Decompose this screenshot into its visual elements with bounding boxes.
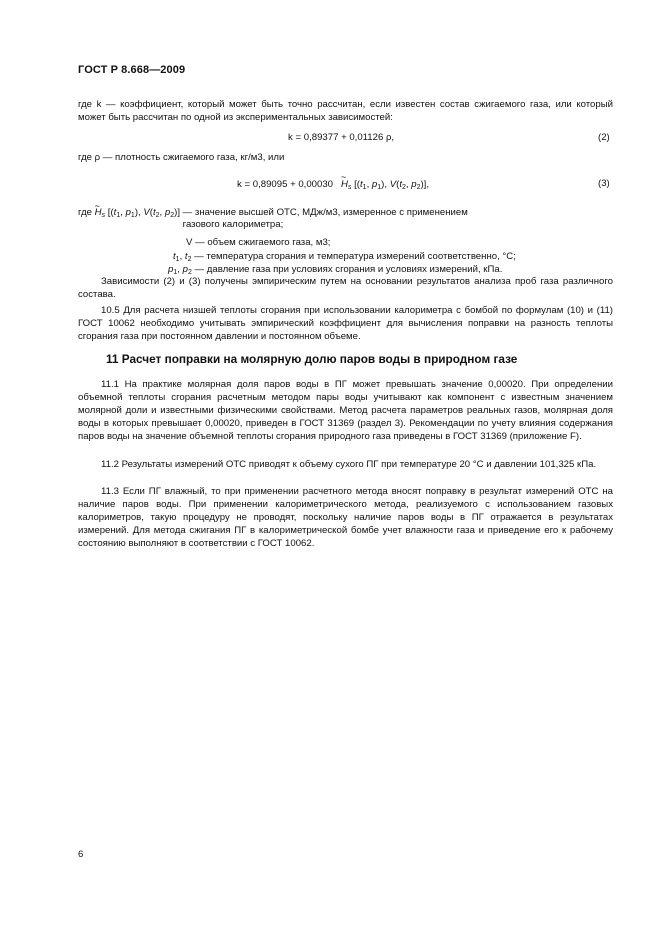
equation-2-number: (2) — [598, 132, 610, 143]
equation-2: k = 0,89377 + 0,01126 ρ, — [288, 132, 395, 143]
v-definition: V — объем сжигаемого газа, м3; — [186, 237, 331, 248]
paragraph-11-2: 11.2 Результаты измерений ОТС приводят к объему сухого ПГ при температуре 20 °С и давлении 101,325 кПа. — [101, 459, 597, 470]
equation-3: k = 0,89095 + 0,00030 ~ $H_s$ [($t_1$, $p_1$), $V(t_2$, $p_2$)], — [237, 179, 429, 190]
p-definition-text: — давление газа при условиях сгорания и условиях измерений, кПа. — [194, 264, 503, 275]
paragraph-11-1: 11.1 На практике молярная доля паров воды в ПГ может превышать значение 0,00020. При определении объемной теплоты сгорания расчетным методом пары воды учитывают как компонент с известным значением молярной доли и известными физическими свойствами. Метод расчета параметров реальных газов, молярная доля воды в которых превышает 0,00020, приведен в ГОСТ 31369 (раздел 3). Рекомендации по учету влияния содержания паров воды на значение объемной теплоты сгорания природного газа приведены в ГОСТ 31369 (приложение F). — [78, 379, 613, 442]
hs-definition-text: — значение высшей ОТС, МДж/м3, измеренное с применением газового калориметра; — [182, 207, 468, 230]
p-definition: $p_1$, $p_2$ — давление газа при условиях сгорания и условиях измерений, кПа. — [168, 264, 503, 276]
page-number: 6 — [78, 849, 84, 860]
hs-definition: где ~ $H_s$ [($t_1$, $p_1$), $V(t_2$, $p_2$)] — значение высшей ОТС, МДж/м3, измеренное с применением газового калориметра; — [78, 207, 498, 231]
equation-3-prefix: k = 0,89095 + 0,00030 — [237, 179, 334, 190]
t-definition-text: — температура сгорания и температура измерений соответственно, °С; — [194, 251, 516, 262]
intro-paragraph — [78, 99, 613, 125]
t-definition: $t_1$, $t_2$ — температура сгорания и температура измерений соответственно, °С; — [173, 251, 516, 263]
dependencies-paragraph: Зависимости (2) и (3) получены эмпирическим путем на основании результатов анализа проб газа различного состава. — [78, 276, 613, 300]
equation-3-number: (3) — [598, 178, 610, 189]
paragraph-11-3: 11.3 Если ПГ влажный, то при применении расчетного метода вносят поправку в результат измерений ОТС на наличие паров воды. При применении калориметрического метода, реализуемого с использованием газовых калориметров, такую процедуру не проводят, поскольку наличие паров воды в ПГ отражается в результатах измерений. Для метода сжигания ПГ в калориметрической бомбе учет влажности газа и приведение его к рабочему состоянию выполняют в соответствии с ГОСТ 10062. — [78, 486, 613, 549]
document-header: ГОСТ Р 8.668—2009 — [78, 64, 186, 76]
intro-text: где k — коэффициент, который может быть точно рассчитан, если известен состав сжигаемого газа, или который может быть рассчитан по одной из экспериментальных зависимостей: — [78, 99, 613, 123]
section-11-title: 11 Расчет поправки на молярную долю паров воды в природном газе — [106, 352, 518, 366]
paragraph-10-5: 10.5 Для расчета низшей теплоты сгорания при использовании калориметра с бомбой по формулам (10) и (11) ГОСТ 10062 необходимо учитывать эмпирический коэффициент для вычисления поправки на разность теплоты сгорания газа при постоянном давлении и постоянном объеме. — [78, 305, 613, 342]
rho-definition: где ρ — плотность сжигаемого газа, кг/м3, или — [78, 152, 285, 163]
